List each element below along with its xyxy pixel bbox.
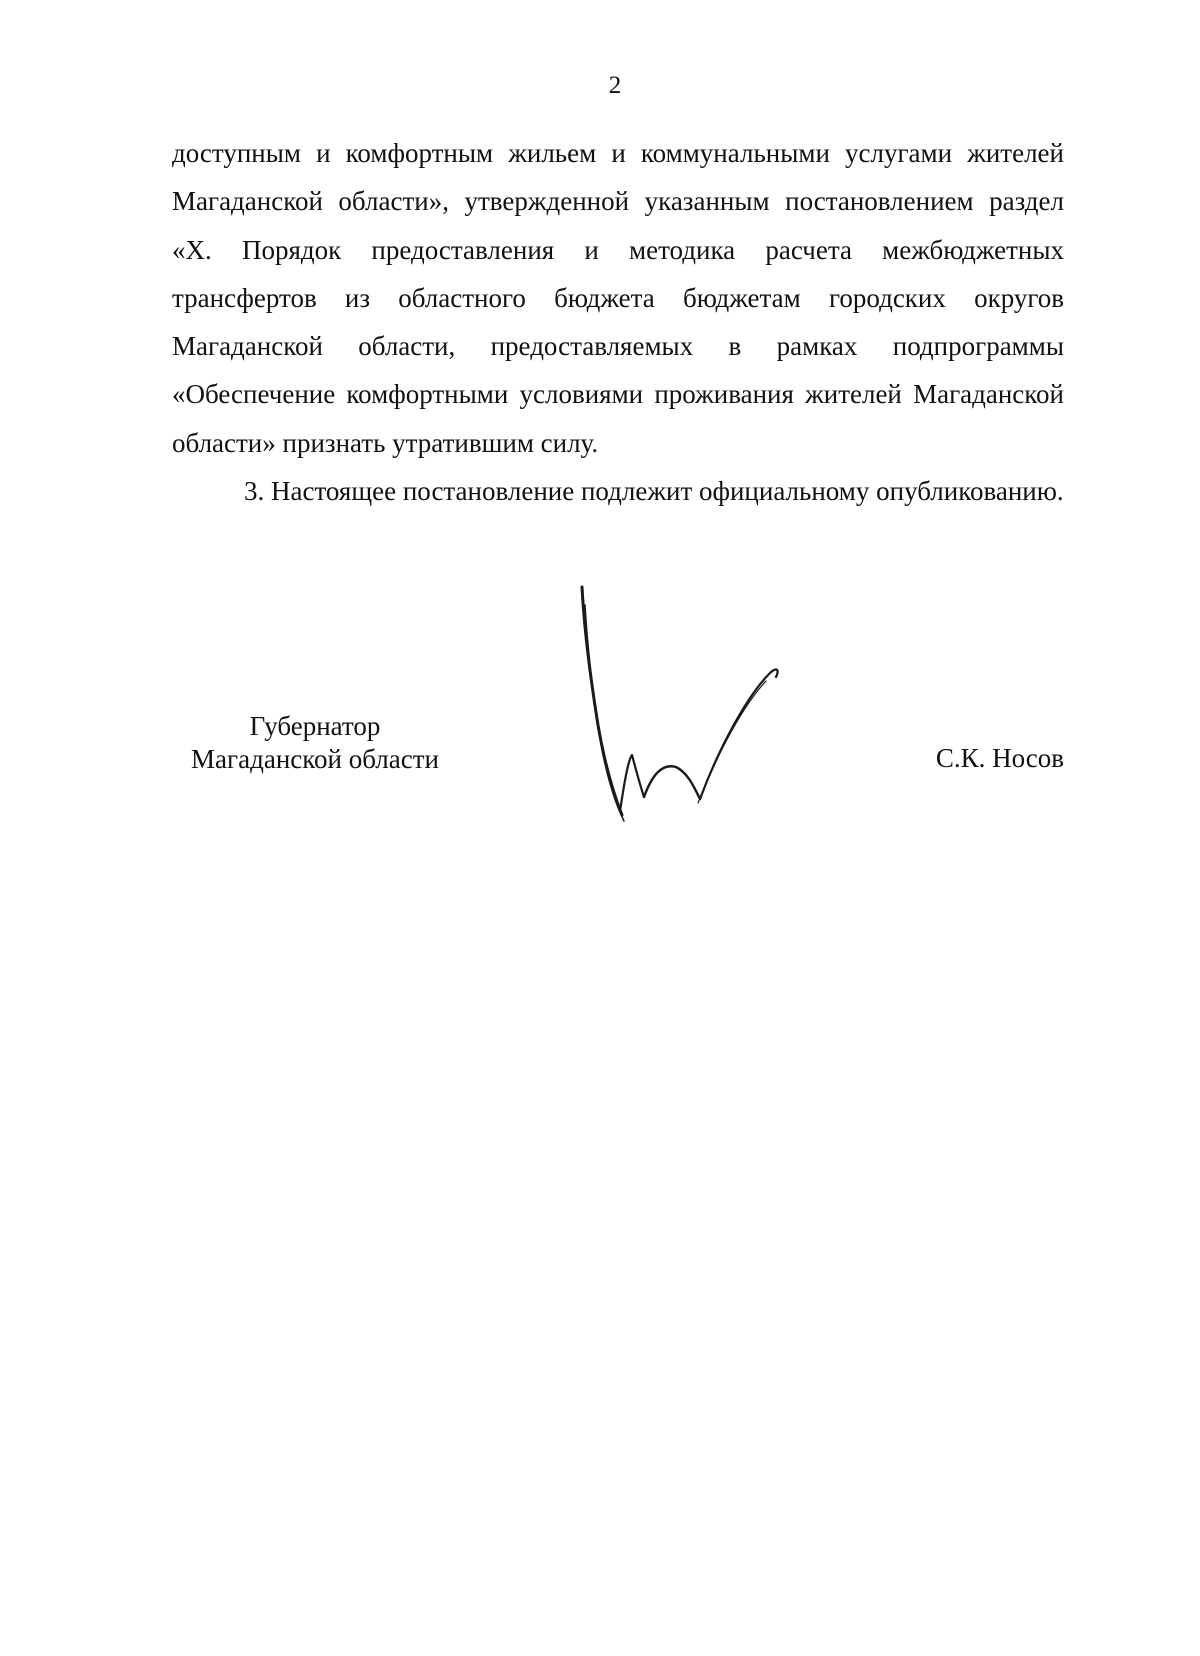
- paragraph-continuation: доступным и комфортным жильем и коммунальными услугами жителей Магаданской области», утвержденной указанным постановлением раздел «X. Порядок предоставления и методика расчета межбюджетных трансфертов из областного бюджета бюджетам городских округов Магаданской области, предоставляемых в рамках подпрограммы «Обеспечение комфортными условиями проживания жителей Магаданской области» признать утратившим силу.: [172, 138, 1064, 458]
- signatory-title-line2: Магаданской области: [191, 744, 439, 774]
- body-text: [172, 129, 1064, 515]
- page-number: 2: [608, 72, 622, 99]
- paragraph-item-3: 3. Настоящее постановление подлежит официальному опубликованию.: [244, 476, 1064, 507]
- signatory-name: С.К. Носов: [935, 743, 1064, 773]
- signatory-title: [170, 710, 460, 776]
- handwritten-signature: [580, 585, 820, 855]
- signatory-title-line1: Губернатор: [249, 711, 381, 741]
